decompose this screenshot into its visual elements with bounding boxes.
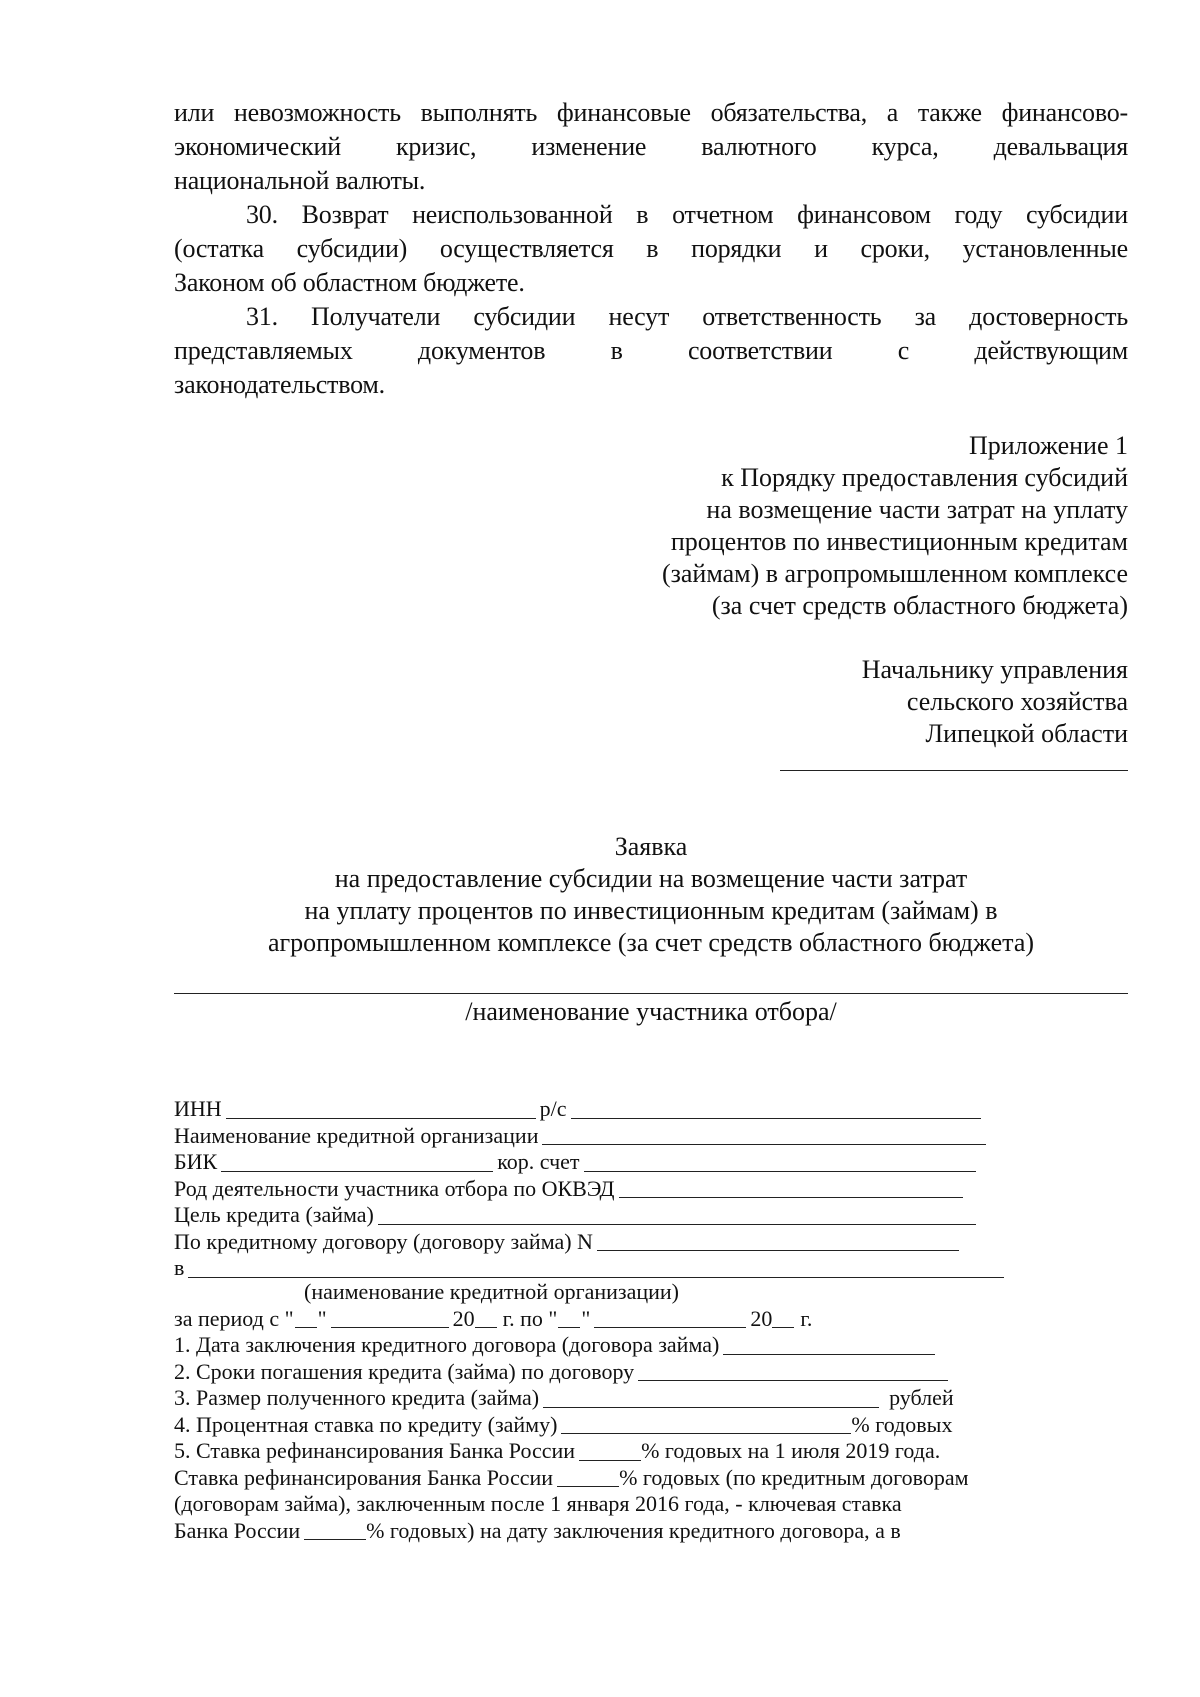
refinancing-rate-2-field[interactable] [557,1467,619,1487]
form-row-contract [174,1229,1128,1256]
form-row-okved [174,1176,1128,1203]
form-row-bik [174,1149,1128,1176]
bank-caption-row [174,1279,1128,1306]
kor-field[interactable] [584,1152,976,1172]
rate-line-3-suffix: % годовых) на дату заключения кредитного договора, а в [366,1517,901,1543]
form-row-rate-l3 [174,1518,1128,1545]
quote-mark: " [317,1305,327,1331]
period-start-month-field[interactable] [331,1308,449,1328]
rub-label: рублей [889,1385,954,1410]
paragraph-31-line: представляемых документов в соответствии с действующим [174,336,1128,365]
addressee-line: Липецкой области [925,719,1128,748]
inn-field[interactable] [226,1099,536,1119]
addressee-signature-line[interactable] [780,770,1128,771]
appendix-line: Приложение 1 [968,431,1128,460]
rs-label: р/с [539,1096,567,1121]
inn-label: ИНН [174,1096,222,1121]
form-row-period [174,1306,1128,1333]
bik-field[interactable] [221,1152,493,1172]
okved-label: Род деятельности участника отбора по ОКВЭД [174,1175,615,1201]
pct-annual-label: % годовых [851,1411,953,1437]
bik-label: БИК [174,1149,218,1174]
application-title [174,831,1128,959]
title-line: агропромышленном комплексе (за счет средств областного бюджета) [267,928,1035,957]
paragraph-line: экономический кризис, изменение валютного курса, девальвация [174,132,1128,161]
period-start-year-field[interactable] [475,1308,497,1328]
participant-name-line[interactable] [174,993,1128,994]
appendix-line: на возмещение части затрат на уплату [706,495,1128,524]
addressee-line: Начальнику управления [861,655,1128,684]
interest-rate-field[interactable] [561,1414,851,1434]
paragraph-30-line: Законом об областном бюджете. [174,268,525,297]
okved-field[interactable] [619,1178,963,1198]
title-line: на предоставление субсидии на возмещение части затрат [334,864,968,893]
appendix-line: (за счет средств областного бюджета) [711,591,1128,620]
year-prefix: 20 [750,1305,773,1331]
paragraph-31-line: 31. Получатели субсидии несут ответственность за достоверность [246,302,1128,331]
form-row-bank-in [174,1255,1128,1282]
title-line: Заявка [614,832,688,861]
form-row-item2 [174,1359,1128,1386]
appendix-line: (займам) в агропромышленном комплексе [661,559,1128,588]
paragraph-line: или невозможность выполнять финансовые обязательства, а также финансово- [174,98,1128,127]
form-row-purpose [174,1202,1128,1229]
participant-caption: /наименование участника отбора/ [465,997,837,1026]
appendix-line: к Порядку предоставления субсидий [721,463,1128,492]
form-row-rate [174,1465,1128,1492]
key-rate-field[interactable] [304,1520,366,1540]
kor-label: кор. счет [497,1149,580,1174]
form-row-item5 [174,1438,1128,1465]
purpose-field[interactable] [378,1205,976,1225]
period-start-day-field[interactable] [295,1308,317,1328]
year-suffix: г. [800,1305,813,1331]
period-end-month-field[interactable] [594,1308,746,1328]
addressee-line: сельского хозяйства [906,687,1128,716]
appendix-line: процентов по инвестиционным кредитам [670,527,1128,556]
item5-suffix: % годовых на 1 июля 2019 года. [641,1438,941,1463]
rate-line-2: (договорам займа), заключенным после 1 января 2016 года, - ключевая ставка [174,1491,902,1516]
period-end-year-field[interactable] [772,1308,794,1328]
period-end-day-field[interactable] [558,1308,580,1328]
document-page [174,96,1128,1544]
form-row-inn [174,1096,1128,1123]
credit-amount-field[interactable] [543,1388,879,1408]
item5-label: 5. Ставка рефинансирования Банка России [174,1438,576,1463]
quote-mark: " [581,1305,591,1331]
contract-date-field[interactable] [723,1335,935,1355]
item3-label: 3. Размер полученного кредита (займа) [174,1385,540,1410]
bank-name-label: Наименование кредитной организации [174,1122,539,1148]
purpose-label: Цель кредита (займа) [174,1202,374,1227]
year-prefix: 20 [452,1305,475,1331]
item1-label: 1. Дата заключения кредитного договора (договора займа) [174,1332,720,1357]
form-row-item3 [174,1385,1128,1412]
bank-caption: (наименование кредитной организации) [304,1279,679,1304]
contract-number-field[interactable] [597,1231,959,1251]
bank-name-field[interactable] [542,1125,986,1145]
title-line: на уплату процентов по инвестиционным кредитам (займам) в [304,896,998,925]
credit-org-field[interactable] [188,1258,1004,1278]
rs-field[interactable] [571,1099,981,1119]
paragraph-31-line: законодательством. [174,370,385,399]
contract-label: По кредитному договору (договору займа) N [174,1228,593,1254]
item2-label: 2. Сроки погашения кредита (займа) по договору [174,1358,635,1384]
rate-suffix: % годовых (по кредитным договорам [619,1464,969,1490]
application-form [174,1096,1128,1544]
rate-label: Ставка рефинансирования Банка России [174,1464,554,1490]
period-label: за период с " [174,1305,294,1331]
paragraph-line: национальной валюты. [174,166,426,195]
in-label: в [174,1255,185,1280]
repayment-term-field[interactable] [638,1361,948,1381]
form-row-bank [174,1123,1128,1150]
period-to-label: г. по " [502,1305,558,1331]
addressee-block [174,654,1128,750]
appendix-header [174,430,1128,622]
item4-label: 4. Процентная ставка по кредиту (займу) [174,1411,558,1437]
form-row-item4 [174,1412,1128,1439]
form-row-item1 [174,1332,1128,1359]
paragraph-30-line: 30. Возврат неиспользованной в отчетном финансовом году субсидии [246,200,1128,229]
paragraph-30-line: (остатка субсидии) осуществляется в порядки и сроки, установленные [174,234,1128,263]
refinancing-rate-field[interactable] [579,1441,641,1461]
form-row-rate-l2 [174,1491,1128,1518]
rate-line-3-label: Банка России [174,1517,301,1543]
